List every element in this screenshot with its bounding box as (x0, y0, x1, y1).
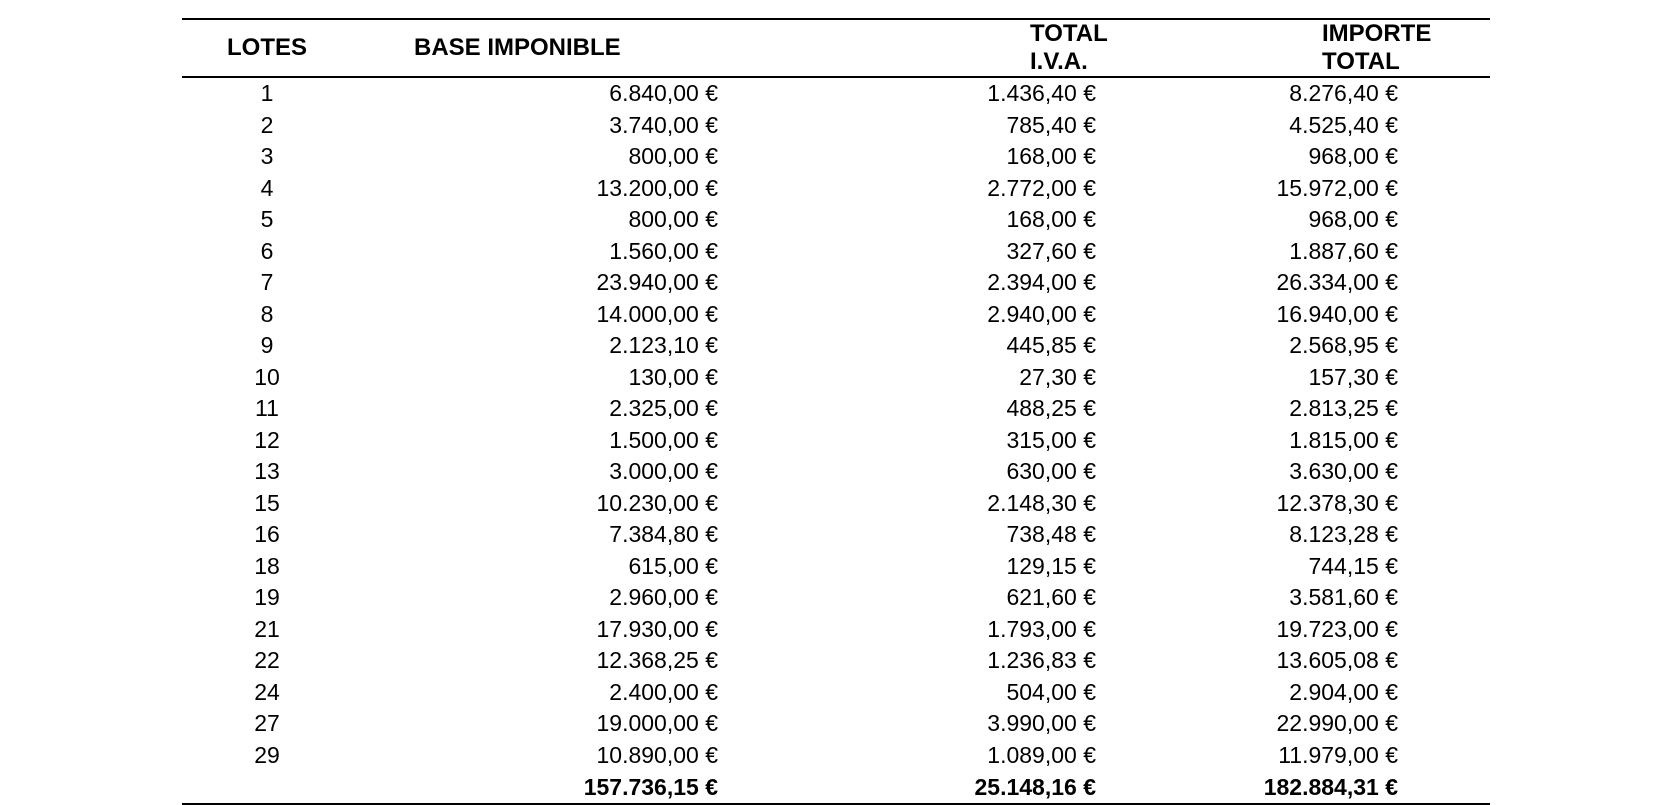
cell-lote: 6 (260, 237, 274, 264)
header-row (182, 19, 1490, 77)
table-row (182, 519, 1490, 551)
table-row (182, 645, 1490, 677)
cell-lote: 15 (254, 489, 280, 516)
cell-lote: 3 (260, 143, 274, 170)
table-row (182, 614, 1490, 646)
cell-total-iva: 630,00 € (1006, 458, 1096, 485)
cell-total-iva: 2.394,00 € (987, 269, 1096, 296)
cell-lote: 19 (254, 584, 280, 611)
cell-lote: 21 (254, 615, 280, 642)
cell-lote: 24 (254, 678, 280, 705)
cell-total-iva: 2.940,00 € (987, 300, 1096, 327)
total-iva: 25.148,16 € (772, 771, 1162, 804)
cell-importe-total: 157,30 € (1308, 363, 1398, 390)
cell-lote: 7 (260, 269, 274, 296)
table-row (182, 456, 1490, 488)
cell-total-iva: 738,48 € (1006, 521, 1096, 548)
cell-total-iva: 168,00 € (1006, 206, 1096, 233)
header-importe-total: IMPORTE TOTAL (1162, 19, 1490, 77)
table-row (182, 236, 1490, 268)
table-body (182, 77, 1490, 771)
cell-total-iva: 1.793,00 € (987, 615, 1096, 642)
table-row (182, 77, 1490, 110)
cell-importe-total: 12.378,30 € (1276, 489, 1398, 516)
cell-lote: 9 (260, 332, 274, 359)
header-total-iva: TOTAL I.V.A. (772, 19, 1162, 77)
table-row (182, 740, 1490, 772)
cell-lote: 29 (254, 741, 280, 768)
table-row (182, 488, 1490, 520)
cell-base-imponible: 2.960,00 € (609, 584, 718, 611)
lotes-table (182, 18, 1490, 805)
cell-lote: 8 (260, 300, 274, 327)
cell-total-iva: 2.148,30 € (987, 489, 1096, 516)
cell-base-imponible: 12.368,25 € (596, 647, 718, 674)
cell-total-iva: 327,60 € (1006, 237, 1096, 264)
cell-base-imponible: 2.400,00 € (609, 678, 718, 705)
cell-importe-total: 2.904,00 € (1289, 678, 1398, 705)
cell-lote: 13 (254, 458, 280, 485)
cell-lote: 22 (254, 647, 280, 674)
header-base-imponible: BASE IMPONIBLE (352, 19, 772, 77)
table-header (182, 19, 1490, 77)
cell-importe-total: 4.525,40 € (1289, 111, 1398, 138)
table-row (182, 299, 1490, 331)
cell-importe-total: 8.276,40 € (1289, 80, 1398, 107)
cell-importe-total: 1.815,00 € (1289, 426, 1398, 453)
cell-base-imponible: 3.740,00 € (609, 111, 718, 138)
cell-total-iva: 168,00 € (1006, 143, 1096, 170)
cell-importe-total: 2.813,25 € (1289, 395, 1398, 422)
cell-total-iva: 3.990,00 € (987, 710, 1096, 737)
cell-base-imponible: 2.325,00 € (609, 395, 718, 422)
table-row (182, 330, 1490, 362)
cell-total-iva: 315,00 € (1006, 426, 1096, 453)
cell-lote: 2 (260, 111, 274, 138)
cell-importe-total: 16.940,00 € (1276, 300, 1398, 327)
table-row (182, 141, 1490, 173)
cell-total-iva: 1.089,00 € (987, 741, 1096, 768)
cell-lote: 11 (255, 395, 279, 422)
cell-importe-total: 13.605,08 € (1276, 647, 1398, 674)
cell-importe-total: 26.334,00 € (1276, 269, 1398, 296)
cell-base-imponible: 2.123,10 € (609, 332, 718, 359)
cell-total-iva: 445,85 € (1006, 332, 1096, 359)
cell-total-iva: 504,00 € (1006, 678, 1096, 705)
cell-base-imponible: 23.940,00 € (596, 269, 718, 296)
cell-base-imponible: 1.560,00 € (609, 237, 718, 264)
cell-base-imponible: 17.930,00 € (596, 615, 718, 642)
table-row (182, 110, 1490, 142)
cell-lote: 16 (254, 521, 280, 548)
cell-total-iva: 1.236,83 € (987, 647, 1096, 674)
cell-total-iva: 2.772,00 € (987, 174, 1096, 201)
cell-base-imponible: 10.230,00 € (596, 489, 718, 516)
cell-importe-total: 11.979,00 € (1278, 741, 1398, 768)
cell-base-imponible: 800,00 € (628, 143, 718, 170)
cell-total-iva: 27,30 € (1019, 363, 1096, 390)
cell-lote: 18 (254, 552, 280, 579)
cell-base-imponible: 19.000,00 € (596, 710, 718, 737)
cell-base-imponible: 6.840,00 € (609, 80, 718, 107)
table-row (182, 267, 1490, 299)
cell-importe-total: 968,00 € (1308, 143, 1398, 170)
table-row (182, 582, 1490, 614)
cell-importe-total: 968,00 € (1308, 206, 1398, 233)
cell-importe-total: 8.123,28 € (1289, 521, 1398, 548)
total-base-imponible: 157.736,15 € (352, 771, 772, 804)
cell-lote: 5 (260, 206, 274, 233)
cell-base-imponible: 14.000,00 € (596, 300, 718, 327)
cell-importe-total: 2.568,95 € (1289, 332, 1398, 359)
cell-total-iva: 488,25 € (1006, 395, 1096, 422)
cell-importe-total: 19.723,00 € (1276, 615, 1398, 642)
table-row (182, 425, 1490, 457)
cell-base-imponible: 3.000,00 € (609, 458, 718, 485)
cell-lote: 1 (260, 80, 274, 107)
cell-lote: 27 (254, 710, 280, 737)
lotes-table-container (182, 18, 1490, 805)
cell-base-imponible: 10.890,00 € (596, 741, 718, 768)
cell-lote: 10 (254, 363, 280, 390)
cell-base-imponible: 7.384,80 € (609, 521, 718, 548)
table-row (182, 708, 1490, 740)
cell-lote: 12 (254, 426, 280, 453)
cell-total-iva: 1.436,40 € (987, 80, 1096, 107)
cell-base-imponible: 13.200,00 € (596, 174, 718, 201)
cell-importe-total: 1.887,60 € (1289, 237, 1398, 264)
header-lotes: LOTES (182, 19, 352, 77)
cell-base-imponible: 130,00 € (628, 363, 718, 390)
cell-base-imponible: 615,00 € (628, 552, 718, 579)
cell-importe-total: 3.581,60 € (1289, 584, 1398, 611)
cell-base-imponible: 1.500,00 € (609, 426, 718, 453)
cell-total-iva: 785,40 € (1006, 111, 1096, 138)
table-row (182, 677, 1490, 709)
table-row (182, 551, 1490, 583)
cell-importe-total: 15.972,00 € (1276, 174, 1398, 201)
table-row (182, 204, 1490, 236)
cell-total-iva: 621,60 € (1006, 584, 1096, 611)
cell-importe-total: 3.630,00 € (1289, 458, 1398, 485)
cell-lote: 4 (260, 174, 274, 201)
cell-base-imponible: 800,00 € (628, 206, 718, 233)
cell-importe-total: 744,15 € (1308, 552, 1398, 579)
cell-total-iva: 129,15 € (1006, 552, 1096, 579)
cell-importe-total: 22.990,00 € (1276, 710, 1398, 737)
table-row (182, 173, 1490, 205)
total-importe: 182.884,31 € (1162, 771, 1490, 804)
table-row (182, 362, 1490, 394)
table-row (182, 393, 1490, 425)
